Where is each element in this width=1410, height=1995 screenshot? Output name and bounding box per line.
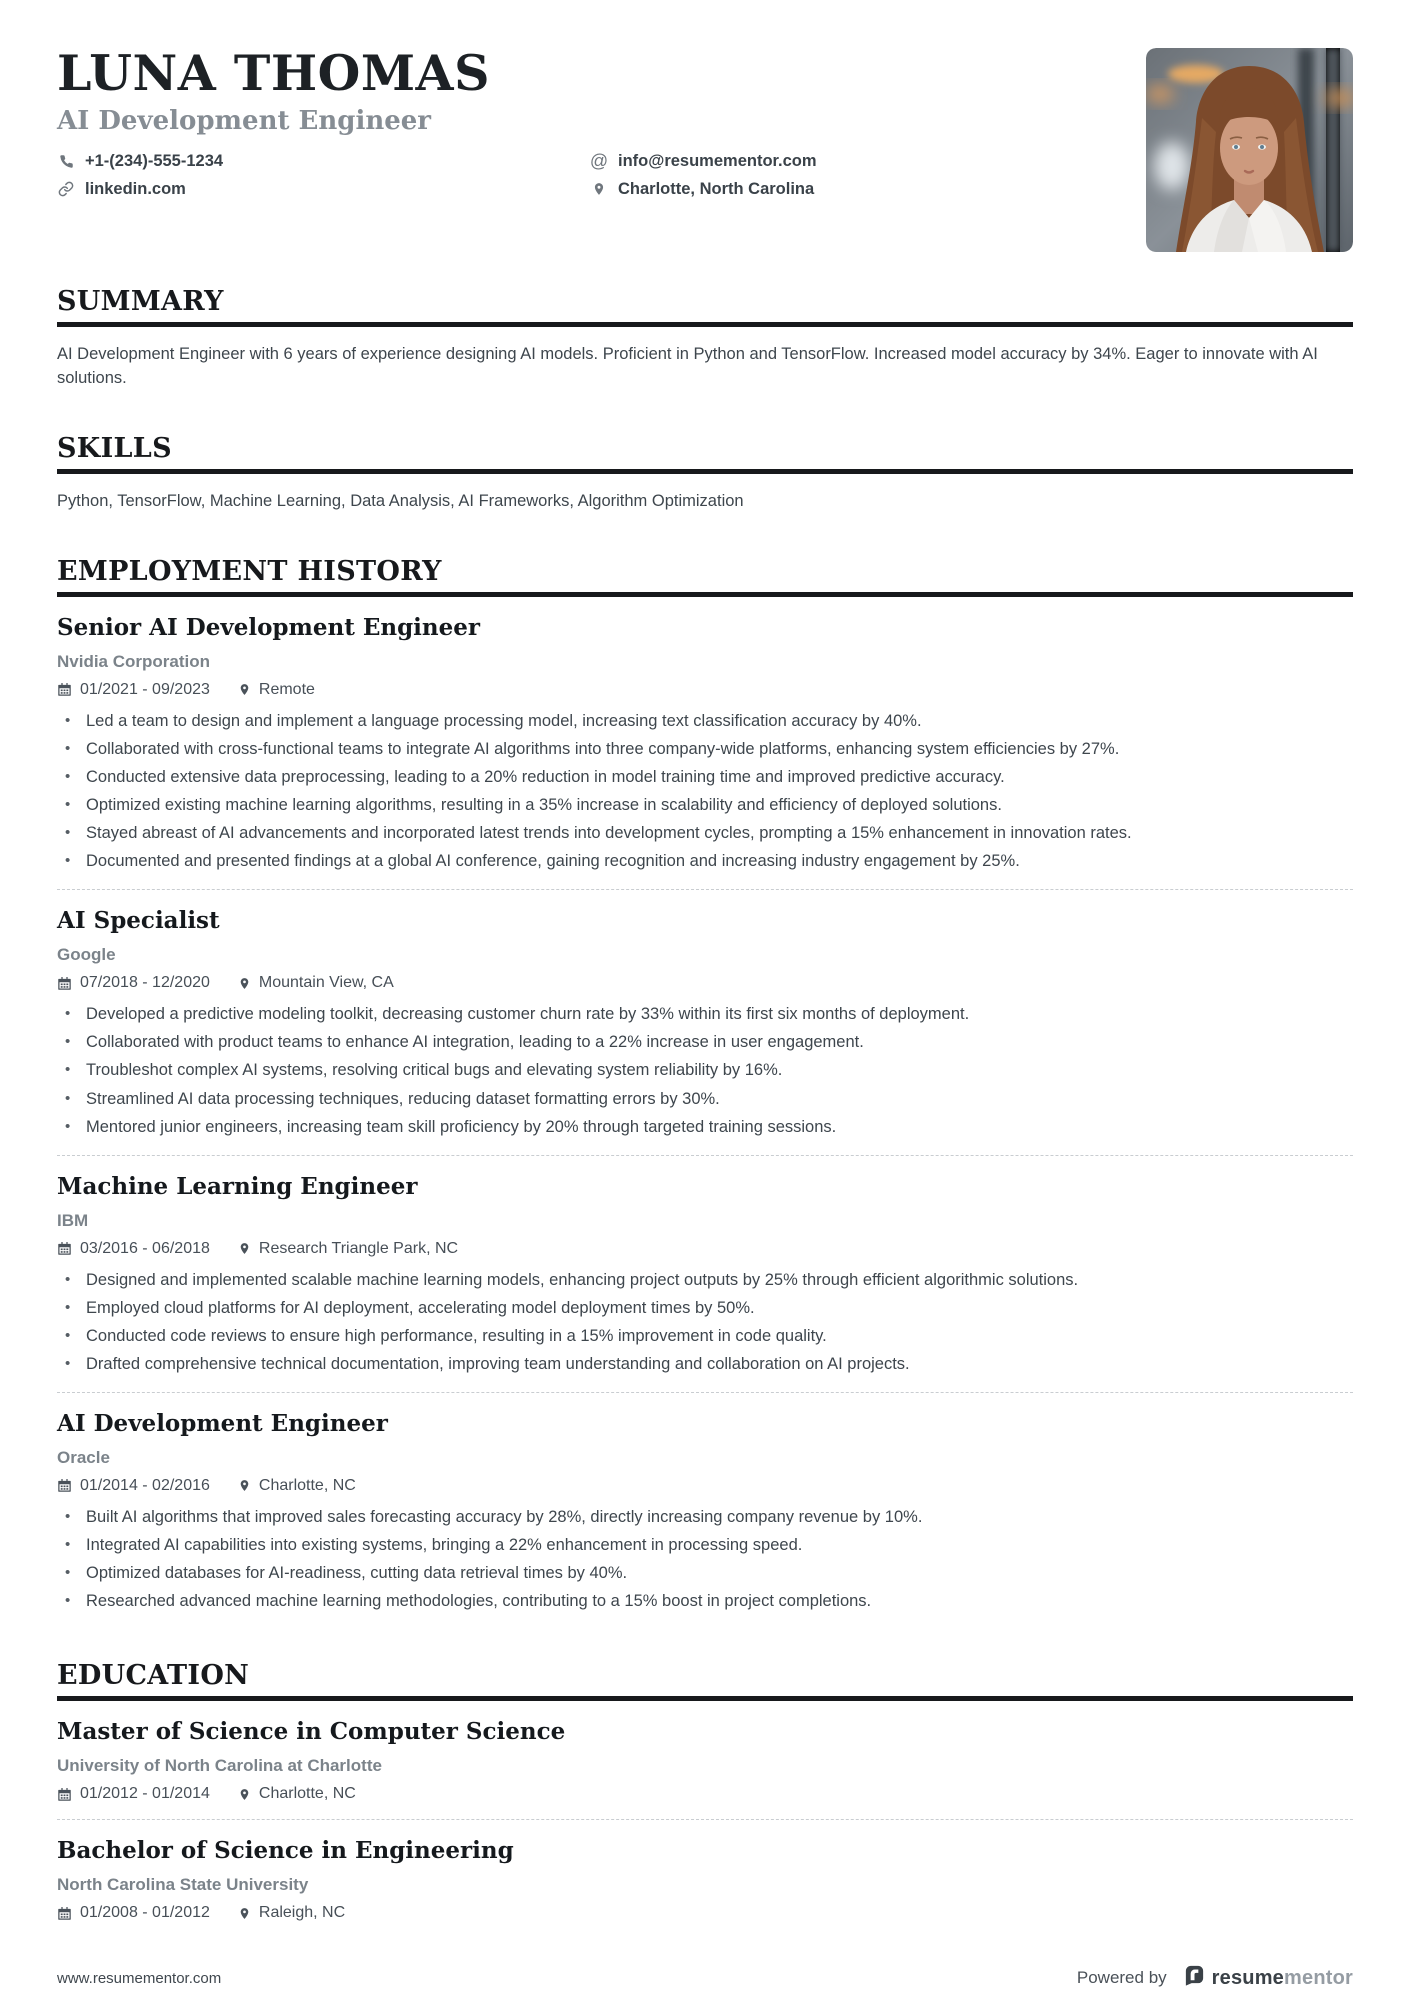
job-title: Senior AI Development Engineer bbox=[57, 613, 481, 641]
calendar-icon bbox=[57, 1906, 72, 1921]
bullet-item: • Developed a predictive modeling toolkit, decreasing customer churn rate by 33% within its first six months of deployment. bbox=[57, 1003, 1353, 1026]
bullet-item: • Employed cloud platforms for AI deployment, accelerating model deployment times by 50%. bbox=[57, 1297, 1353, 1320]
section-rule bbox=[57, 469, 1353, 474]
phone-number: +1-(234)-555-1234 bbox=[85, 151, 224, 170]
job-bullets bbox=[57, 1506, 1353, 1613]
brand-name-light: mentor bbox=[1284, 1966, 1353, 1989]
email-address[interactable]: info@resumementor.com bbox=[618, 151, 817, 170]
location-text: Charlotte, NC bbox=[258, 1785, 356, 1803]
section-education bbox=[57, 1660, 1353, 1922]
profile-photo bbox=[1146, 48, 1353, 252]
header-identity bbox=[57, 38, 1116, 199]
bullet-item: • Mentored junior engineers, increasing team skill proficiency by 20% through targeted training sessions. bbox=[57, 1116, 1353, 1139]
bullet-item: • Researched advanced machine learning methodologies, contributing to a 15% boost in project completions. bbox=[57, 1590, 1353, 1613]
contact-phone bbox=[57, 152, 590, 171]
bullet-item: • Led a team to design and implement a language processing model, increasing text classification accuracy by 40%. bbox=[57, 710, 1353, 733]
dates-text: 01/2008 - 01/2012 bbox=[80, 1904, 210, 1922]
entry-divider bbox=[57, 1155, 1353, 1156]
job-meta bbox=[57, 974, 1353, 992]
location-text: Charlotte, North Carolina bbox=[618, 179, 815, 198]
job-meta bbox=[57, 681, 1353, 699]
education-location bbox=[238, 1785, 356, 1803]
bullet-item: • Collaborated with product teams to enhance AI integration, leading to a 22% increase in user engagement. bbox=[57, 1031, 1353, 1054]
calendar-icon bbox=[57, 1787, 72, 1802]
degree-title: Master of Science in Computer Science bbox=[57, 1718, 566, 1746]
job-entry bbox=[57, 613, 1353, 873]
job-dates bbox=[57, 681, 210, 699]
section-rule bbox=[57, 592, 1353, 597]
summary-text: AI Development Engineer with 6 years of experience designing AI models. Proficient in Python and TensorFlow. Increased model accuracy by 34%. Eager to innovate with AI solutions. bbox=[57, 345, 1318, 387]
person-name: LUNA THOMAS bbox=[57, 44, 490, 102]
skills-heading: SKILLS bbox=[57, 432, 172, 464]
job-location bbox=[238, 974, 394, 992]
dates-text: 01/2021 - 09/2023 bbox=[80, 680, 210, 698]
job-entry bbox=[57, 1409, 1353, 1613]
education-location bbox=[238, 1904, 345, 1922]
job-title: AI Specialist bbox=[57, 907, 220, 935]
bullet-item: • Stayed abreast of AI advancements and incorporated latest trends into development cycles, prompting a 15% enhancement in innovation rates. bbox=[57, 822, 1353, 845]
location-pin-icon bbox=[238, 1787, 251, 1802]
entry-divider bbox=[57, 1819, 1353, 1820]
calendar-icon bbox=[57, 682, 72, 697]
job-title: Machine Learning Engineer bbox=[57, 1172, 418, 1200]
education-entry bbox=[57, 1836, 1353, 1922]
job-title: AI Development Engineer bbox=[57, 1409, 388, 1437]
job-meta bbox=[57, 1240, 1353, 1258]
dates-text: 01/2012 - 01/2014 bbox=[80, 1785, 210, 1803]
company-name: IBM bbox=[57, 1210, 89, 1230]
job-bullets bbox=[57, 1003, 1353, 1138]
phone-icon bbox=[57, 154, 75, 169]
job-entry bbox=[57, 1172, 1353, 1376]
location-text: Remote bbox=[258, 680, 315, 698]
education-meta bbox=[57, 1785, 1353, 1803]
location-pin-icon bbox=[238, 1241, 251, 1256]
job-meta bbox=[57, 1477, 1353, 1495]
bullet-item: • Optimized databases for AI-readiness, cutting data retrieval times by 40%. bbox=[57, 1562, 1353, 1585]
job-dates bbox=[57, 1240, 210, 1258]
job-location bbox=[238, 1477, 356, 1495]
footer-website-link[interactable]: www.resumementor.com bbox=[57, 1969, 222, 1987]
dates-text: 03/2016 - 06/2018 bbox=[80, 1239, 210, 1257]
brand-logo-icon bbox=[1183, 1964, 1206, 1992]
bullet-item: • Troubleshot complex AI systems, resolving critical bugs and elevating system reliability by 16%. bbox=[57, 1059, 1353, 1082]
location-text: Charlotte, NC bbox=[258, 1476, 356, 1494]
school-name: North Carolina State University bbox=[57, 1875, 309, 1895]
bullet-item: • Integrated AI capabilities into existing systems, bringing a 22% enhancement in processing speed. bbox=[57, 1534, 1353, 1557]
powered-by-label: Powered by bbox=[1076, 1968, 1167, 1988]
bullet-item: • Built AI algorithms that improved sales forecasting accuracy by 28%, directly increasing company revenue by 10%. bbox=[57, 1506, 1353, 1529]
bullet-item: • Designed and implemented scalable machine learning models, enhancing project outputs by 25% through efficient algorithmic solutions. bbox=[57, 1269, 1353, 1292]
location-pin-icon bbox=[238, 682, 251, 697]
location-pin-icon bbox=[238, 976, 251, 991]
contact-info bbox=[57, 152, 1116, 199]
employment-heading: EMPLOYMENT HISTORY bbox=[57, 555, 442, 587]
job-bullets bbox=[57, 710, 1353, 874]
person-job-title: AI Development Engineer bbox=[57, 105, 432, 136]
entry-divider bbox=[57, 889, 1353, 890]
calendar-icon bbox=[57, 976, 72, 991]
education-dates bbox=[57, 1904, 210, 1922]
summary-heading: SUMMARY bbox=[57, 286, 224, 317]
bullet-item: • Drafted comprehensive technical documentation, improving team understanding and collaboration on AI projects. bbox=[57, 1353, 1353, 1376]
location-pin-icon bbox=[238, 1478, 251, 1493]
job-entry bbox=[57, 906, 1353, 1138]
brand-name-bold: resume bbox=[1211, 1966, 1285, 1989]
company-name: Nvidia Corporation bbox=[57, 651, 211, 671]
dates-text: 01/2014 - 02/2016 bbox=[80, 1476, 210, 1494]
at-icon: @ bbox=[589, 151, 609, 172]
entry-divider bbox=[57, 1392, 1353, 1393]
location-pin-icon bbox=[238, 1906, 251, 1921]
location-text: Raleigh, NC bbox=[258, 1904, 346, 1922]
job-dates bbox=[57, 974, 210, 992]
education-meta bbox=[57, 1904, 1353, 1922]
brand-name bbox=[1212, 1967, 1353, 1990]
job-location bbox=[238, 1240, 458, 1258]
contact-email[interactable] bbox=[590, 152, 1116, 171]
bullet-item: • Collaborated with cross-functional teams to integrate AI algorithms into three company-wide platforms, enhancing system efficiencies by 27%. bbox=[57, 738, 1353, 761]
education-dates bbox=[57, 1785, 210, 1803]
education-heading: EDUCATION bbox=[57, 1660, 250, 1692]
skills-text: Python, TensorFlow, Machine Learning, Data Analysis, AI Frameworks, Algorithm Optimization bbox=[57, 491, 744, 510]
bullet-item: • Optimized existing machine learning algorithms, resulting in a 35% increase in scalability and efficiency of deployed solutions. bbox=[57, 794, 1353, 817]
powered-by bbox=[1077, 1964, 1353, 1992]
calendar-icon bbox=[57, 1241, 72, 1256]
contact-location bbox=[590, 180, 1116, 199]
company-name: Oracle bbox=[57, 1447, 110, 1467]
company-name: Google bbox=[57, 945, 116, 965]
school-name: University of North Carolina at Charlotte bbox=[57, 1756, 382, 1776]
section-rule bbox=[57, 1696, 1353, 1701]
bullet-item: • Conducted code reviews to ensure high performance, resulting in a 15% improvement in code quality. bbox=[57, 1325, 1353, 1348]
bullet-item: • Conducted extensive data preprocessing, leading to a 20% reduction in model training time and improved predictive accuracy. bbox=[57, 766, 1353, 789]
footer bbox=[57, 1964, 1353, 1992]
location-pin-icon bbox=[590, 181, 608, 197]
bullet-item: • Documented and presented findings at a global AI conference, gaining recognition and increasing industry engagement by 25%. bbox=[57, 850, 1353, 873]
education-entry bbox=[57, 1717, 1353, 1803]
job-bullets bbox=[57, 1269, 1353, 1376]
bullet-item: • Streamlined AI data processing techniques, reducing dataset formatting errors by 30%. bbox=[57, 1088, 1353, 1111]
linkedin-url[interactable]: linkedin.com bbox=[85, 179, 186, 198]
section-rule bbox=[57, 322, 1353, 327]
job-location bbox=[238, 681, 315, 699]
location-text: Mountain View, CA bbox=[258, 974, 394, 992]
location-text: Research Triangle Park, NC bbox=[258, 1239, 459, 1257]
job-dates bbox=[57, 1477, 210, 1495]
section-employment bbox=[57, 556, 1353, 1618]
link-icon bbox=[57, 181, 75, 197]
profile-photo-image bbox=[1146, 48, 1353, 252]
calendar-icon bbox=[57, 1478, 72, 1493]
dates-text: 07/2018 - 12/2020 bbox=[80, 974, 210, 992]
contact-linkedin[interactable] bbox=[57, 180, 590, 199]
section-skills bbox=[57, 433, 1353, 514]
brand-logo bbox=[1183, 1964, 1353, 1992]
section-summary bbox=[57, 286, 1353, 391]
degree-title: Bachelor of Science in Engineering bbox=[57, 1837, 514, 1865]
header bbox=[57, 38, 1353, 252]
